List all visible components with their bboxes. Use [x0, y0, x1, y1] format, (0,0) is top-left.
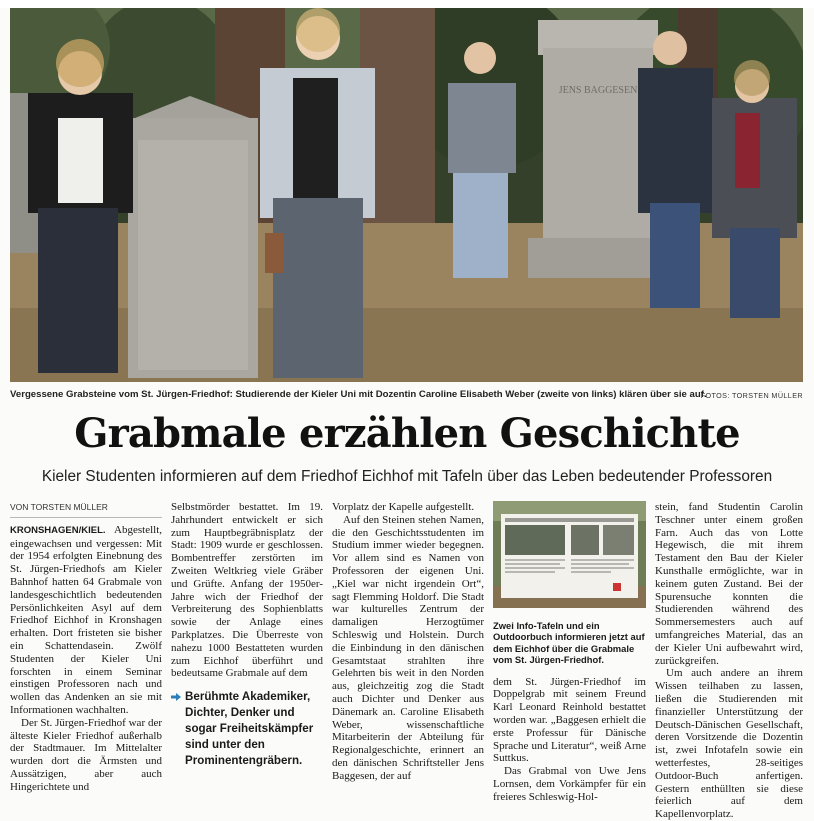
- arrow-right-icon: [171, 693, 181, 701]
- subheadline: Kieler Studenten informieren auf dem Friedhof Eichhof mit Tafeln über das Leben bedeutender Professoren: [41, 468, 773, 485]
- article-column-3: [332, 501, 484, 783]
- article-column-1: [10, 501, 162, 794]
- photo-caption: Vergessene Grabsteine vom St. Jürgen-Friedhof: Studierende der Kieler Uni mit Dozentin Caroline Elisabeth Weber (zweite von links) klären über sie auf.: [10, 389, 707, 400]
- paragraph: stein, fand Studentin Carolin Teschner unter einem großen Farn. Auch das von Lotte Hegewisch, die mit ihrem Testament den Bau der Kieler Kunsthalle ermöglichte, war in keinem guten Zustand. Bei der Spurensuche konnten die Studierenden während des Sommersemesters auch auf umfangreiches Material, das an der Kieler Uni aufbewahrt wird, zurückgreifen.: [655, 501, 803, 667]
- paragraph: Um auch andere an ihrem Wissen teilhaben zu lassen, ließen die Studierenden mit finanzieller Unterstützung der Deutsch-Dänischen Gesellschaft, deren Vorsitzende die Dozentin ist, zwei Infotafeln sowie ein wetterfestes, 28-seitiges Outdoor-Buch anfertigen. Gestern enthüllten sie diese feierlich auf dem Kapellenvorplatz.: [655, 667, 803, 821]
- pull-quote: [171, 689, 323, 769]
- byline: VON TORSTEN MÜLLER: [10, 501, 162, 518]
- paragraph: Auf den Steinen stehen Namen, die den Geschichtsstudenten im Studium immer wieder begegnen. Vor allem sind es Namen von Professoren der eigenen Uni. „Kiel war nicht irgendein Ort“, sagt Flemming Holdorf. Die Stadt war kulturelles Zentrum der damaligen Herzogtümer Schleswig und Holstein. Durch die Einbindung in den dänischen Gesamtstaat strahlten ihre Gelehrten bis weit in den Norden aus, gleichzeitig zog die Stadt auch Dichter und Denker aus Dänemark an. Caroline Elisabeth Weber, wissenschaftliche Mitarbeiterin der Abteilung für Regionalgeschichte, erinnert an den dänischen Schriftsteller Jens Baggesen, der auf: [332, 513, 484, 782]
- paragraph: dem St. Jürgen-Friedhof im Doppelgrab mit seinem Freund Karl Leonard Reinhold bestattet worden war. „Baggesen erhielt die erste Professur für Dänische Sprache und Literatur“, weiß Arne Suttkus.: [493, 675, 646, 765]
- paragraph: Das Grabmal von Uwe Jens Lornsen, dem Vorkämpfer für ein freieres Schleswig-Hol-: [493, 765, 646, 803]
- article-column-2: [171, 501, 323, 769]
- inset-caption: Zwei Info-Tafeln und ein Outdoorbuch informieren jetzt auf dem Eichhof über die Grabmale vom St. Jürgen-Friedhof.: [493, 620, 645, 666]
- inset-photo: [493, 501, 646, 608]
- article-column-5: [655, 501, 803, 821]
- paragraph: Selbstmörder bestattet. Im 19. Jahrhundert entwickelt er sich zum Hauptbegräbnisplatz der Stadt: 1909 wurde er geschlossen. Bombentreffer zerstörten im Zweiten Weltkrieg viele Gräber und Grüfte. Anfang der 1950er-Jahre wich der Friedhof der Verbreiterung des Sophienblatts sowie der Anlage eines Parkplatzes. Die Überreste von nahezu 1000 Bestatteten wurden zum Eichhof überführt und bedeutsame Grabmale auf dem: [171, 501, 323, 680]
- top-margin: [0, 0, 814, 8]
- article-column-4: [493, 501, 646, 804]
- paragraph-text: Abgestellt, eingewachsen und vergessen: Mit der 1954 erfolgten Einebnung des St. Jürgen-Friedhofs am Kieler Bahnhof hatten 64 Grabmale von landesgeschichtlich bedeutenden Persönlichkeiten Asyl auf dem Friedhof Eichhof in Kronshagen erhalten. Dort fristeten sie bisher ein Schattendasein. Zwölf Studenten der Kieler Uni forschten in einem Seminar einstigen Professoren nach und wollen das Andenken an sie mit Informationen wachhalten.: [10, 523, 162, 716]
- main-photo: [10, 8, 803, 382]
- pull-quote-text: Berühmte Akademiker, Dichter, Denker und sogar Freiheitskämpfer sind unter den Prominentengräbern.: [185, 690, 314, 768]
- headline: Grabmale erzählen Geschichte: [74, 410, 740, 457]
- headstone-inscription: JENS BAGGESEN: [558, 85, 638, 96]
- dateline: KRONSHAGEN/KIEL.: [10, 524, 106, 536]
- paragraph: [10, 524, 162, 717]
- paragraph: Der St. Jürgen-Friedhof war der älteste Kieler Friedhof außerhalb der Stadtmauer. Im Mittelalter wurden dort die Ärmsten und Aussätzigen, aber auch Hingerichtete und: [10, 716, 162, 793]
- paragraph: Vorplatz der Kapelle aufgestellt.: [332, 501, 475, 513]
- photo-credit: FOTOS: TORSTEN MÜLLER: [700, 391, 803, 400]
